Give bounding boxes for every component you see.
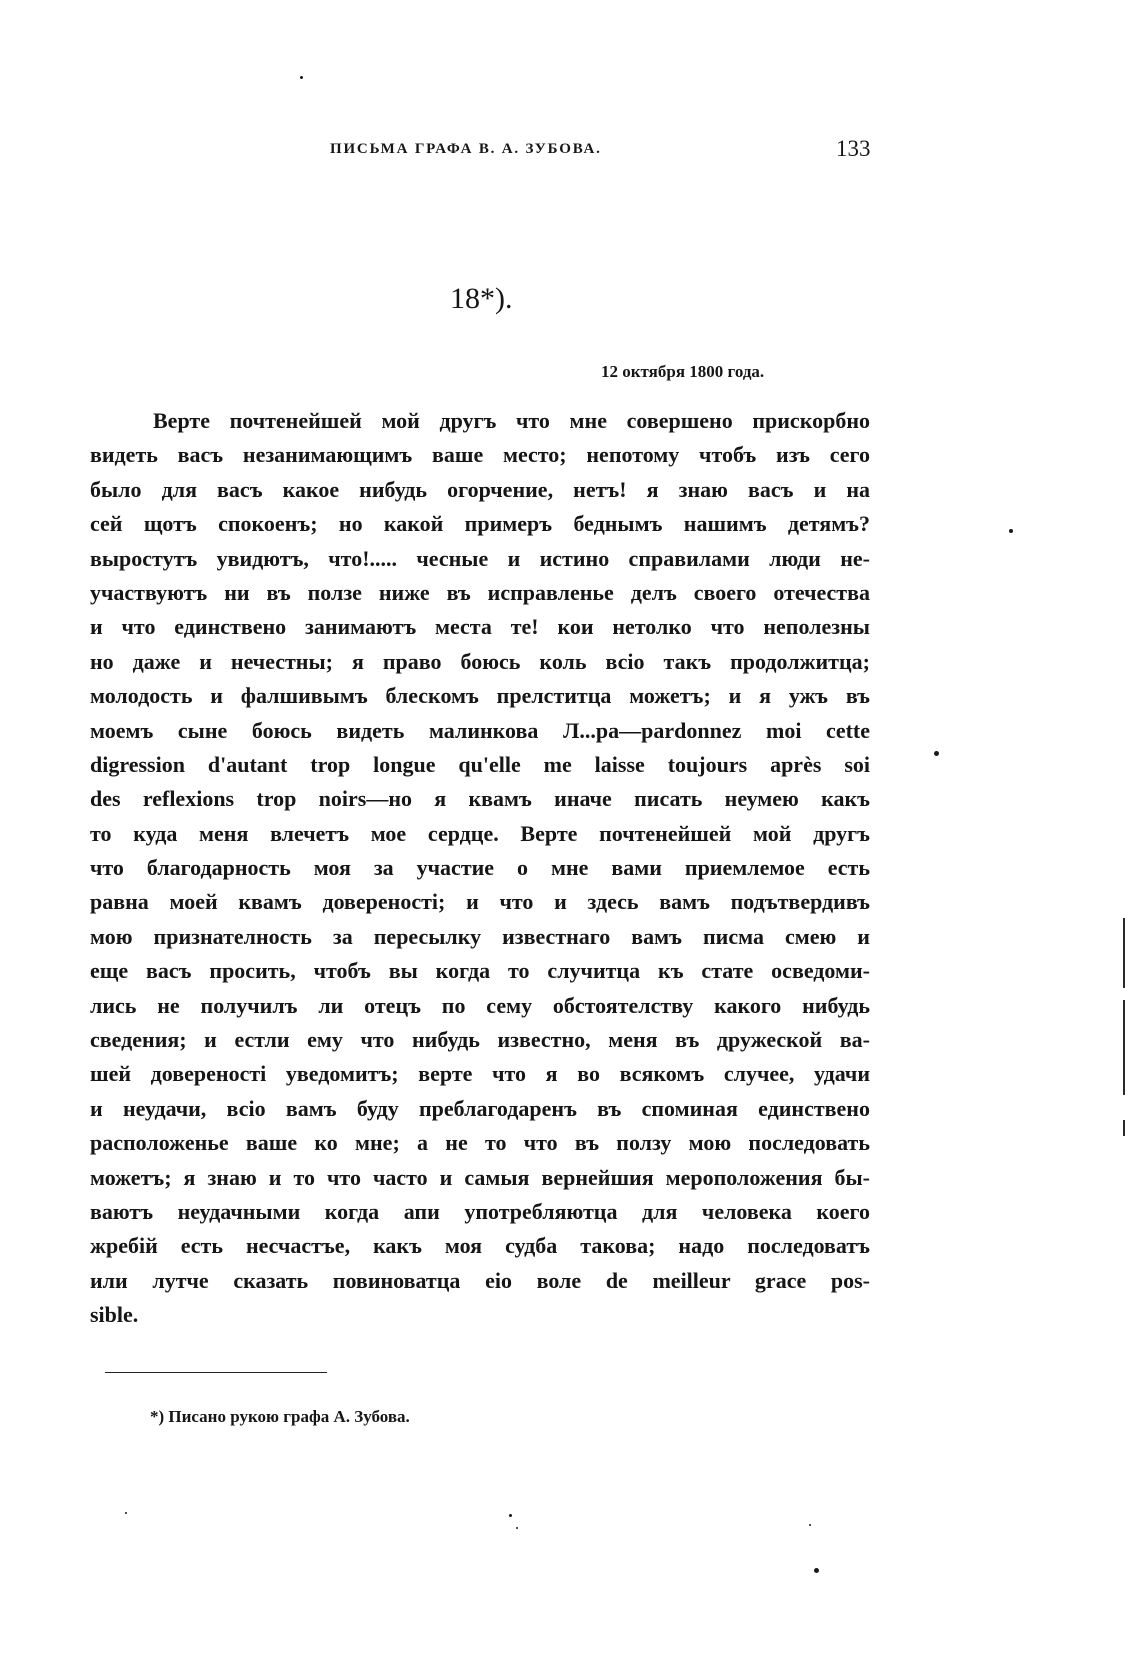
body-line: Верте почтенейшей мой другъ что мне совершено прискорбно [153,408,870,433]
body-line: было для васъ какое нибудь огорчение, нетъ! я знаю васъ и на [90,476,870,502]
body-line: расположенье ваше ко мне; а не то что въ ползу мою последовать [90,1130,870,1156]
scan-speck [1009,529,1013,533]
body-line: то куда меня влечетъ мое сердце. Верте почтенейшей мой другъ [90,820,870,846]
footnote-separator [105,1372,327,1373]
body-line: жребій есть несчастъе, какъ моя судба такова; надо последоватъ [90,1233,870,1259]
body-line: сей щотъ спокоенъ; но какой примеръ беднымъ нашимъ детямъ? [90,511,870,537]
body-line: участвуютъ ни въ ползе ниже въ исправленье делъ своего отечества [90,579,870,605]
scan-speck [509,1514,512,1517]
body-line: или лутче сказать повиноватца еіо воле de meilleur grace pos- [90,1267,870,1293]
scan-speck [809,1524,811,1526]
scan-speck [125,1512,127,1514]
body-line: но даже и нечестны; я право боюсь коль всіо такъ продолжитца; [90,648,870,674]
body-line: лись не получилъ ли отецъ по сему обстоятелству какого нибудь [90,992,870,1018]
body-line: des reflexions trop noirs—но я квамъ иначе писать неумею какъ [90,786,870,812]
body-line: digression d'autant trop longue qu'elle me laisse toujours après soi [90,751,870,777]
scan-edge-mark [1123,1120,1125,1136]
footnote: *) Писано рукою графа А. Зубова. [150,1407,410,1426]
body-line: что благодарность моя за участие о мне вами приемлемое есть [90,855,870,881]
body-line: моемъ сыне боюсь видеть малинкова Л...ра—pardonnez moi cette [90,717,870,743]
scan-speck [814,1568,819,1573]
body-line: и неудачи, всіо вамъ буду преблагодаренъ въ споминая единствено [90,1095,870,1121]
body-line: и что единствено занимаютъ места те! кои нетолко что неполезны [90,614,870,640]
letter-number: 18*). [450,282,513,315]
body-line: сведения; и естли ему что нибудь известно, меня въ дружеской ва- [90,1027,870,1053]
body-line: шей довереності уведомитъ; верте что я во всякомъ случее, удачи [90,1061,870,1087]
scan-edge-mark [1123,918,1125,988]
body-line: молодость и фалшивымъ блескомъ прелститца можетъ; и я ужъ въ [90,683,870,709]
scan-speck [516,1527,518,1529]
body-line: можетъ; я знаю и то что часто и самыя вернейшия мероположения бы- [90,1164,870,1190]
body-line: равна моей квамъ довереності; и что и здесь вамъ подътвердивъ [90,889,870,915]
scan-speck [300,76,303,79]
body-line: выростутъ увидютъ, что!..... чесные и истино справилами люди не- [90,545,870,571]
body-line: еще васъ просить, чтобъ вы когда то случитца къ стате осведоми- [90,958,870,984]
running-title: ПИСЬМА ГРАФА В. А. ЗУБОВА. [330,141,602,157]
body-line: sible. [90,1302,139,1328]
scan-edge-mark [1123,1000,1125,1095]
scan-speck [934,751,939,756]
body-line: ваютъ неудачными когда апи употребляютца для человека коего [90,1198,870,1224]
body-line: мою признателность за пересылку известнаго вамъ писма смею и [90,923,870,949]
body-line: видеть васъ незанимающимъ ваше место; непотому чтобъ изъ сего [90,442,870,468]
page-number: 133 [836,136,871,161]
letter-body [90,404,870,1333]
letter-date: 12 октября 1800 года. [601,362,765,381]
